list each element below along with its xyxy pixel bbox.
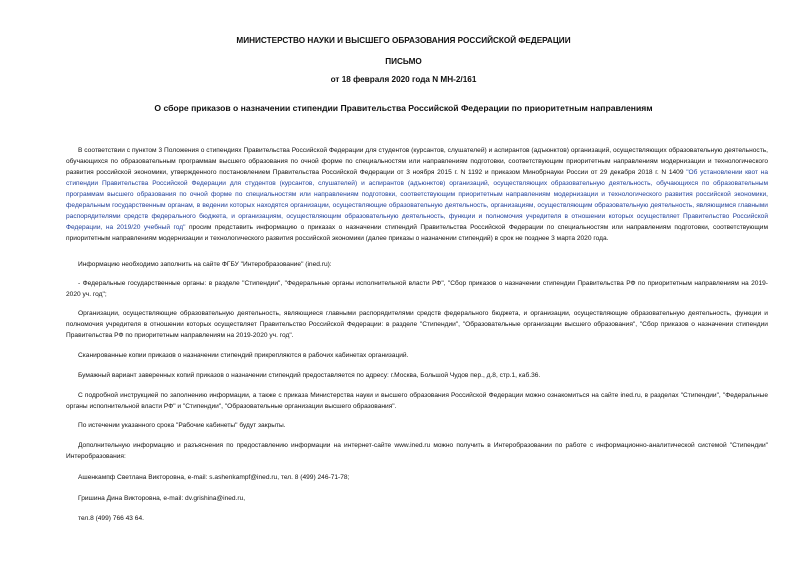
paragraph-organizations: Организации, осуществляющие образовательную деятельность, являющиеся главными распорядителями средств федерального бюджета, и организации, осуществляющие образовательную деятельность, функции и полномочия учредителя в отношении которых осуществляет Правительство Российской Федерации: в разделе "Стипендии", "Образовательные организации высшего образования", "Сбор приказов о назначении стипендии Правительства РФ по приоритетным направлениям на 2019-2020 уч. год". [66,310,768,339]
paragraph-fill-info: Информацию необходимо заполнить на сайте ФГБУ "Интеробразование" (ined.ru): [78,261,332,268]
intro-text: В соответствии с пунктом 3 Положения о стипендиях Правительства Российской Федерации для студентов (курсантов, слушателей) и аспирантов (адъюнктов) организаций, осуществляющих образовательную деятельность, обучающихся по образовательным программам высшего образования по очной форме по специальностям или направлениям подготовки, соответствующим приоритетным направлениям модернизации и технологического развития российской экономики, утвержденного постановлением Правительства Российской Федерации от 3 ноября 2015 г. N 1192 и приказом Минобрнауки России от 29 декабря 2018 г. N 1409 [66,147,768,176]
ministry-heading: МИНИСТЕРСТВО НАУКИ И ВЫСШЕГО ОБРАЗОВАНИЯ РОССИЙСКОЙ ФЕДЕРАЦИИ [236,36,571,45]
paragraph-scanned-copies: Сканированные копии приказов о назначении стипендий прикрепляются в рабочих кабинетах организаций. [78,352,409,359]
contact-phone: тел.8 (499) 766 43 64. [78,515,144,522]
intro-paragraph [66,145,768,244]
document-subject: О сборе приказов о назначении стипендии Правительства Российской Федерации по приоритетным направлениям [154,103,653,113]
document-date-number: от 18 февраля 2020 года N МН-2/161 [330,75,477,84]
intro-request-text: просим представить информацию о приказах о назначении стипендий Правительства Российской Федерации по специальностям или направлениям подготовки, соответствующим приоритетным направлениям модернизации и технологического развития российской экономики (далее приказы о назначении стипендий) в срок не позднее 3 марта 2020 года. [66,224,769,242]
contact-ashenkampf: Ашенкампф Светлана Викторовна, e-mail: s.ashenkampf@ined.ru, тел. 8 (499) 246-71-78; [78,474,350,481]
order-link[interactable]: "Об установлении квот на стипендии Правительства Российской Федерации для студентов (курсантов, слушателей) и аспирантов (адъюнктов) организаций, осуществляющих образовательную деятельность, обучающихся по образовательным программам высшего образования по очной форме по специальностям или направлениям подготовки, соответствующим приоритетным направлениям модернизации и технологического развития российской экономики, федеральным государственным органам, в ведении которых находятся организации, осуществляющие образовательную деятельность, организациям, осуществляющим образовательную деятельность, являющимся главными распорядителями средств федерального бюджета, и организациям, осуществляющим образовательную деятельность, функции и полномочия учредителя в отношении которых осуществляет Правительство Российской Федерации, на 2019/20 учебный год" [66,169,768,231]
paragraph-additional-info: Дополнительную информацию и разъяснения по предоставлению информации на интернет-сайте www.ined.ru можно получить в Интеробразовании по работе с информационно-аналитической системой "Стипендии" Интеробразования: [66,442,768,460]
paragraph-closing: По истечении указанного срока "Рабочие кабинеты" будут закрыты. [78,422,286,429]
document-type: ПИСЬМО [385,57,422,66]
contact-grishina: Гришина Дина Викторовна, e-mail: dv.grishina@ined.ru, [78,495,246,502]
paragraph-federal-bodies: - Федеральные государственные органы: в разделе "Стипендии", "Федеральные органы исполнительной власти РФ", "Сбор приказов о назначении стипендии Правительства РФ по приоритетным направлениям на 2019-2020 уч. год"; [66,280,768,298]
paragraph-instructions: С подробной инструкцией по заполнению информации, а также с приказа Министерства науки и высшего образования Российской Федерации можно ознакомиться на сайте ined.ru, в разделах "Стипендии", "Федеральные органы исполнительной власти РФ" и "Стипендии", "Образовательные организации высшего образования". [66,392,768,410]
paragraph-paper-copies: Бумажный вариант заверенных копий приказов о назначении стипендий предоставляется по адресу: г.Москва, Большой Чудов пер., д.8, стр.1, каб.36. [78,372,541,379]
